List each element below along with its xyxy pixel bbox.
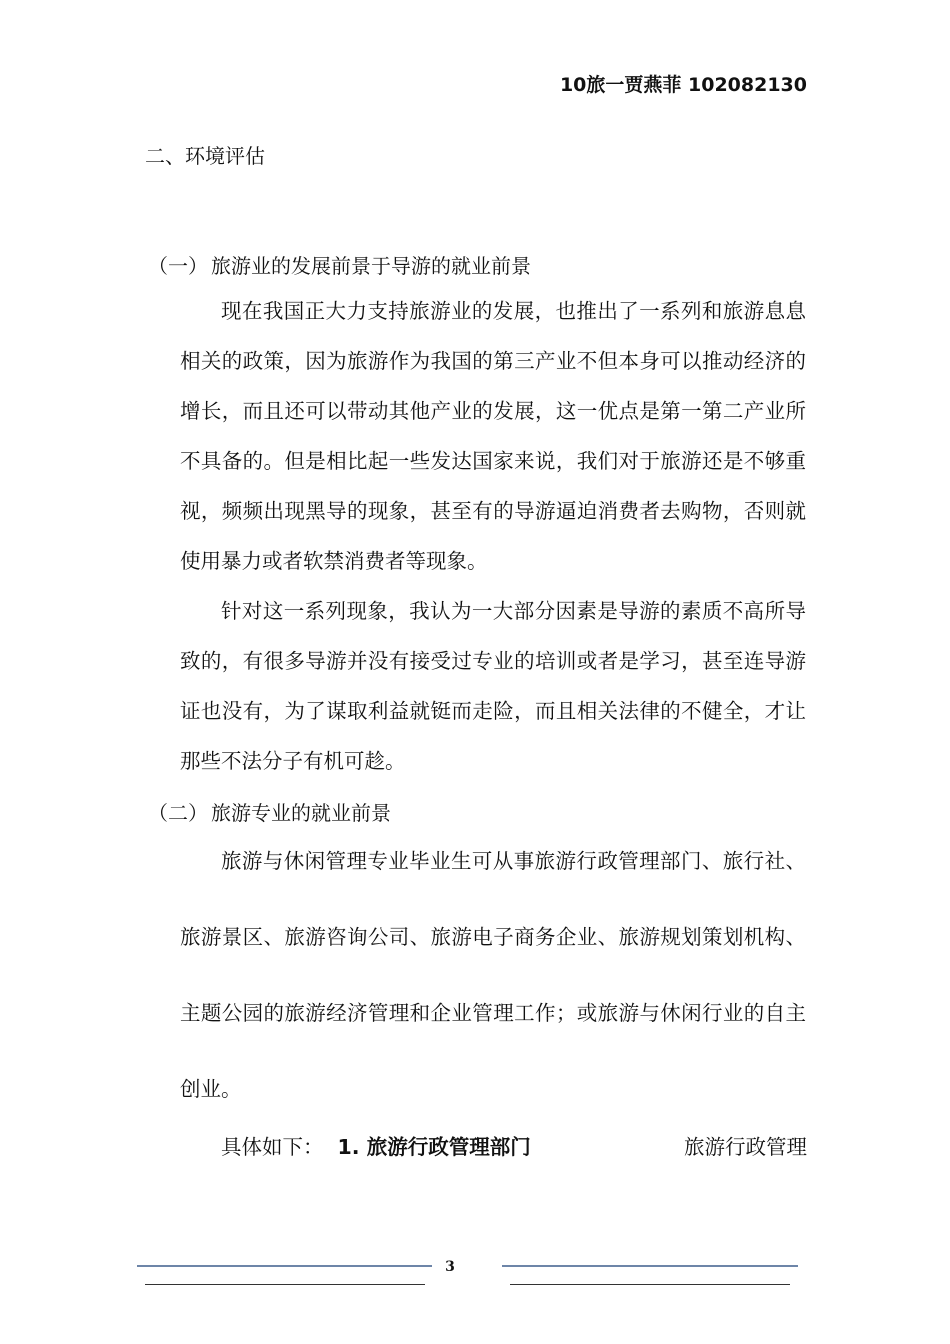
footer-rule-right-bottom (510, 1284, 790, 1285)
subsection-2-heading (148, 797, 391, 826)
detail-continuation: 旅游行政管理 (684, 1135, 807, 1159)
subsection-2-title: 旅游专业的就业前景 (211, 801, 391, 825)
subsection-1-number: （一） (148, 254, 208, 278)
footer-rule-left-bottom (145, 1284, 425, 1285)
subsection-1-heading (148, 250, 531, 279)
subsection-2-number: （二） (148, 801, 208, 825)
author-header: 10旅一贾燕菲 102082130 (559, 74, 807, 96)
section-title: 二、环境评估 (145, 144, 265, 168)
detail-item: 1. 旅游行政管理部门 (337, 1135, 531, 1159)
subsection-2-body (180, 823, 806, 1127)
detail-label: 具体如下： (221, 1135, 324, 1159)
subsection-1-body (180, 286, 806, 786)
paragraph-employment-fields: 旅游与休闲管理专业毕业生可从事旅游行政管理部门、旅行社、旅游景区、旅游咨询公司、旅游电子商务企业、旅游规划策划机构、主题公园的旅游经济管理和企业管理工作；或旅游与休闲行业的自主创业。 (180, 849, 806, 1101)
footer-rule-right-top (502, 1265, 798, 1267)
subsection-1-title: 旅游业的发展前景于导游的就业前景 (211, 254, 531, 278)
page-number: 3 (445, 1259, 455, 1275)
footer-rule-left-top (137, 1265, 432, 1267)
detail-line (221, 1130, 807, 1160)
paragraph-development-policy: 现在我国正大力支持旅游业的发展，也推出了一系列和旅游息息相关的政策，因为旅游作为我国的第三产业不但本身可以推动经济的增长，而且还可以带动其他产业的发展，这一优点是第一第二产业所不具备的。但是相比起一些发达国家来说，我们对于旅游还是不够重视，频频出现黑导的现象，甚至有的导游逼迫消费者去购物，否则就使用暴力或者软禁消费者等现象。 (180, 299, 806, 573)
paragraph-guide-quality: 针对这一系列现象，我认为一大部分因素是导游的素质不高所导致的，有很多导游并没有接受过专业的培训或者是学习，甚至连导游证也没有，为了谋取利益就铤而走险，而且相关法律的不健全，才让那些不法分子有机可趁。 (180, 599, 806, 773)
